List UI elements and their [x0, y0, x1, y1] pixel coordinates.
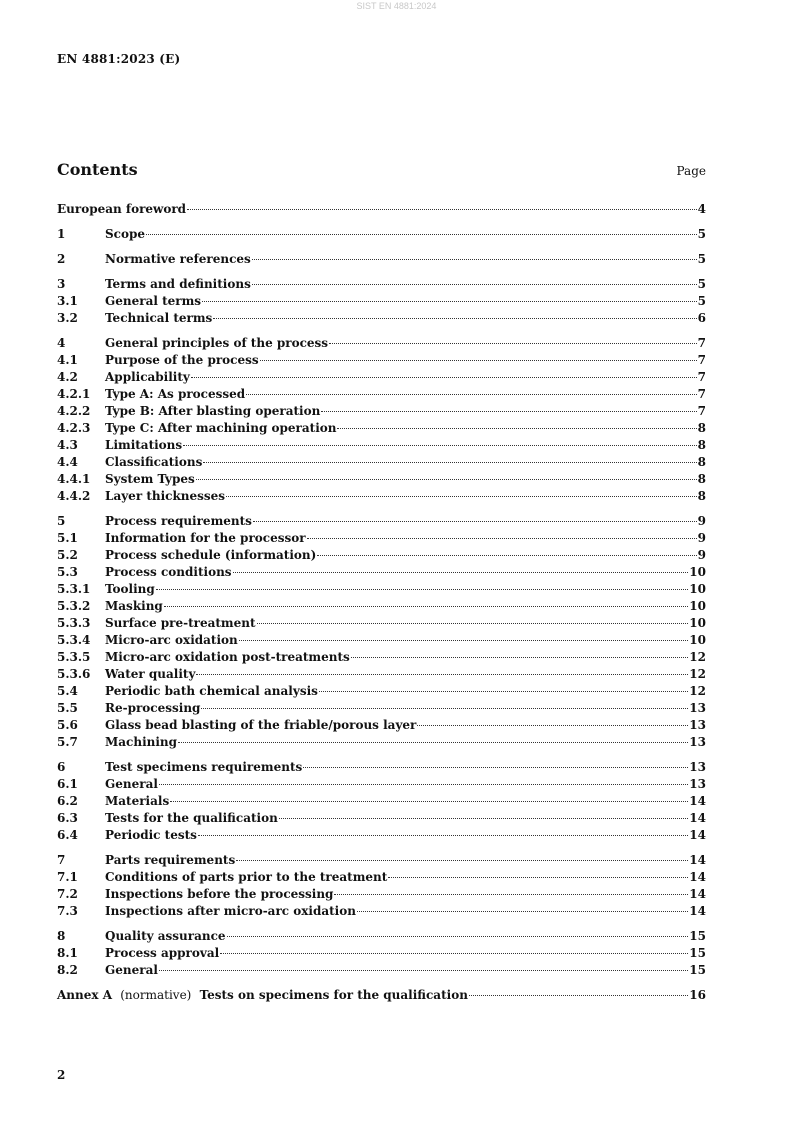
toc-entry[interactable]	[57, 700, 706, 717]
toc-annex-page: 16	[689, 988, 706, 1002]
toc-entry-title: Conditions of parts prior to the treatment	[105, 870, 388, 884]
page-column-label: Page	[676, 164, 706, 178]
toc-entry-page: 8	[697, 489, 706, 503]
toc-entry-number: 8.1	[57, 946, 78, 960]
toc-entry[interactable]	[57, 386, 706, 403]
toc-entry-page: 10	[689, 599, 706, 613]
toc-entry-number: 7	[57, 853, 66, 867]
toc-entry[interactable]	[57, 928, 706, 945]
toc-entry-number: 4.1	[57, 353, 78, 367]
toc-entry[interactable]	[57, 759, 706, 776]
toc-entry[interactable]	[57, 310, 706, 327]
toc-entry-title: Micro-arc oxidation post-treatments	[105, 650, 350, 664]
toc-entry-number: 5.1	[57, 531, 78, 545]
toc-leader-dots	[252, 283, 697, 285]
toc-entry-page: 10	[689, 582, 706, 596]
toc-entry-number: 5.3	[57, 565, 78, 579]
toc-leader-dots	[321, 410, 696, 412]
toc-entry-number: 7.1	[57, 870, 78, 884]
toc-leader-dots	[239, 639, 689, 641]
toc-entry-title: Masking	[105, 599, 163, 613]
toc-leader-dots	[196, 673, 688, 675]
toc-entry[interactable]	[57, 632, 706, 649]
toc-entry-number: 3.1	[57, 294, 78, 308]
toc-entry-page: 10	[689, 565, 706, 579]
toc-entry-title: Quality assurance	[105, 929, 226, 943]
toc-entry-number: 7.2	[57, 887, 78, 901]
toc-leader-dots	[337, 427, 696, 429]
toc-entry-title: Applicability	[105, 370, 190, 384]
toc-leader-dots	[178, 741, 688, 743]
toc-entry-page: 7	[697, 370, 706, 384]
toc-entry-title: Technical terms	[105, 311, 213, 325]
toc-entry-page: 9	[697, 514, 706, 528]
toc-leader-dots	[203, 461, 696, 463]
toc-entry[interactable]	[57, 369, 706, 386]
toc-leader-dots	[220, 952, 688, 954]
toc-entry-page: 8	[697, 472, 706, 486]
toc-entry-page: 5	[697, 277, 706, 291]
table-of-contents	[57, 201, 706, 1004]
toc-leader-dots	[469, 994, 688, 996]
toc-entry-page: 4	[697, 202, 706, 216]
toc-entry-title: Scope	[105, 227, 146, 241]
toc-entry-number: 6.2	[57, 794, 78, 808]
toc-entry-page: 5	[697, 227, 706, 241]
toc-entry-page: 14	[689, 828, 706, 842]
toc-entry-title: Process approval	[105, 946, 220, 960]
toc-entry-page: 14	[689, 853, 706, 867]
toc-leader-dots	[164, 605, 688, 607]
toc-entry-page: 12	[689, 667, 706, 681]
toc-entry-page: 8	[697, 455, 706, 469]
toc-entry-number: 5.7	[57, 735, 78, 749]
toc-entry-number: 3	[57, 277, 66, 291]
toc-entry-number: 4.4.2	[57, 489, 91, 503]
toc-leader-dots	[334, 893, 688, 895]
toc-leader-dots	[257, 622, 689, 624]
toc-entry-number: 4.4.1	[57, 472, 91, 486]
toc-entry-title: Tooling	[105, 582, 155, 596]
toc-entry-page: 14	[689, 870, 706, 884]
toc-entry-page: 14	[689, 904, 706, 918]
toc-entry-number: 6.1	[57, 777, 78, 791]
toc-entry-number: 5.3.1	[57, 582, 91, 596]
toc-entry-number: 4.2.1	[57, 387, 91, 401]
toc-entry-page: 7	[697, 336, 706, 350]
toc-entry-title: Tests for the qualification	[105, 811, 278, 825]
watermark: SIST EN 4881:2024	[356, 1, 437, 11]
toc-entry-title: Inspections after micro-arc oxidation	[105, 904, 356, 918]
document-id: EN 4881:2023 (E)	[57, 52, 181, 66]
toc-entry-number: 5.4	[57, 684, 78, 698]
toc-entry-page: 15	[689, 963, 706, 977]
toc-entry-title: Normative references	[105, 252, 251, 266]
toc-entry-title: Type B: After blasting operation	[105, 404, 321, 418]
toc-entry[interactable]	[57, 293, 706, 310]
toc-entry-title: Periodic bath chemical analysis	[105, 684, 318, 698]
toc-entry-title: General terms	[105, 294, 202, 308]
toc-leader-dots	[252, 258, 697, 260]
toc-entry-page: 13	[689, 718, 706, 732]
toc-entry-page: 13	[689, 701, 706, 715]
toc-entry[interactable]	[57, 403, 706, 420]
toc-entry[interactable]	[57, 276, 706, 293]
toc-entry[interactable]	[57, 683, 706, 700]
toc-entry[interactable]	[57, 437, 706, 454]
toc-annex-title-group	[57, 987, 468, 1004]
toc-entry-title: Type C: After machining operation	[105, 421, 337, 435]
toc-entry[interactable]	[57, 717, 706, 734]
toc-entry-title: Machining	[105, 735, 178, 749]
toc-entry-page: 9	[697, 531, 706, 545]
toc-entry-title: Glass bead blasting of the friable/porous layer	[105, 718, 417, 732]
toc-entry-number: 8.2	[57, 963, 78, 977]
toc-entry-title: Inspections before the processing	[105, 887, 334, 901]
toc-entry[interactable]	[57, 666, 706, 683]
toc-entry-title: Re-processing	[105, 701, 201, 715]
toc-entry-number: 4.3	[57, 438, 78, 452]
toc-entry-number: 5.3.5	[57, 650, 91, 664]
toc-entry-page: 14	[689, 887, 706, 901]
toc-entry-title: Purpose of the process	[105, 353, 259, 367]
toc-entry-page: 15	[689, 929, 706, 943]
toc-entry-title: System Types	[105, 472, 195, 486]
annex-type: (normative)	[120, 988, 192, 1002]
toc-entry-title: Classifications	[105, 455, 203, 469]
toc-entry-page: 13	[689, 735, 706, 749]
toc-entry-title: General	[105, 777, 158, 791]
toc-leader-dots	[307, 537, 697, 539]
toc-leader-dots	[260, 359, 697, 361]
toc-entry[interactable]	[57, 886, 706, 903]
toc-entry-page: 10	[689, 616, 706, 630]
toc-entry[interactable]	[57, 335, 706, 352]
toc-entry-number: 5.3.3	[57, 616, 91, 630]
toc-entry-title: Terms and definitions	[105, 277, 251, 291]
toc-entry-page: 10	[689, 633, 706, 647]
annex-title: Tests on specimens for the qualification	[199, 988, 468, 1002]
toc-leader-dots	[388, 876, 688, 878]
toc-entry-number: 5.3.6	[57, 667, 91, 681]
toc-entry[interactable]	[57, 615, 706, 632]
toc-leader-dots	[317, 554, 696, 556]
toc-entry-number: 5.2	[57, 548, 78, 562]
toc-entry-page: 9	[697, 548, 706, 562]
toc-entry-number: 6.3	[57, 811, 78, 825]
toc-entry[interactable]	[57, 547, 706, 564]
toc-leader-dots	[329, 342, 697, 344]
toc-leader-dots	[236, 859, 688, 861]
toc-entry[interactable]	[57, 962, 706, 979]
toc-leader-dots	[201, 707, 688, 709]
toc-entry-page: 7	[697, 387, 706, 401]
toc-entry-number: 8	[57, 929, 66, 943]
toc-leader-dots	[156, 588, 689, 590]
toc-entry[interactable]	[57, 352, 706, 369]
toc-entry-title: Materials	[105, 794, 170, 808]
toc-leader-dots	[253, 520, 697, 522]
toc-entry-title: Parts requirements	[105, 853, 236, 867]
toc-leader-dots	[357, 910, 688, 912]
toc-entry-page: 5	[697, 294, 706, 308]
toc-entry-number: 7.3	[57, 904, 78, 918]
toc-entry-page: 12	[689, 684, 706, 698]
toc-entry-number: 5.3.4	[57, 633, 91, 647]
toc-entry-page: 7	[697, 353, 706, 367]
toc-entry-number: 6.4	[57, 828, 78, 842]
toc-entry-page: 15	[689, 946, 706, 960]
toc-leader-dots	[146, 233, 697, 235]
toc-entry-number: 4.4	[57, 455, 78, 469]
toc-leader-dots	[198, 834, 688, 836]
toc-entry[interactable]	[57, 513, 706, 530]
toc-entry[interactable]	[57, 251, 706, 268]
toc-entry-page: 8	[697, 438, 706, 452]
toc-leader-dots	[233, 571, 689, 573]
toc-leader-dots	[159, 783, 688, 785]
toc-entry-number: 2	[57, 252, 66, 266]
toc-entry-number: 4.2.2	[57, 404, 91, 418]
footer-page-number: 2	[57, 1068, 66, 1082]
toc-entry[interactable]	[57, 226, 706, 243]
toc-entry[interactable]	[57, 471, 706, 488]
toc-entry-title: Micro-arc oxidation	[105, 633, 238, 647]
toc-entry-title: Process requirements	[105, 514, 252, 528]
toc-entry-number: 1	[57, 227, 66, 241]
toc-leader-dots	[213, 317, 696, 319]
toc-entry[interactable]	[57, 598, 706, 615]
toc-leader-dots	[303, 766, 688, 768]
toc-entry-page: 13	[689, 760, 706, 774]
toc-entry-title: Layer thicknesses	[105, 489, 226, 503]
toc-entry[interactable]	[57, 945, 706, 962]
toc-entry[interactable]	[57, 581, 706, 598]
toc-leader-dots	[191, 376, 697, 378]
toc-entry-number: 3.2	[57, 311, 78, 325]
toc-leader-dots	[170, 800, 688, 802]
toc-leader-dots	[159, 969, 688, 971]
toc-leader-dots	[183, 444, 696, 446]
toc-leader-dots	[417, 724, 688, 726]
toc-entry[interactable]	[57, 734, 706, 751]
toc-entry-number: 5	[57, 514, 66, 528]
toc-entry[interactable]	[57, 776, 706, 793]
toc-entry-number: 5.5	[57, 701, 78, 715]
toc-entry[interactable]	[57, 649, 706, 666]
toc-leader-dots	[226, 495, 697, 497]
toc-entry[interactable]	[57, 564, 706, 581]
toc-entry[interactable]	[57, 827, 706, 844]
toc-entry-page: 14	[689, 811, 706, 825]
toc-entry-title: Periodic tests	[105, 828, 197, 842]
toc-entry-number: 5.3.2	[57, 599, 91, 613]
toc-entry-title: Information for the processor	[105, 531, 306, 545]
toc-entry-page: 14	[689, 794, 706, 808]
toc-entry-title: Test specimens requirements	[105, 760, 303, 774]
toc-entry-title: European foreword	[57, 202, 187, 216]
toc-entry-title: Limitations	[105, 438, 183, 452]
toc-entry[interactable]	[57, 454, 706, 471]
toc-entry-number: 4	[57, 336, 66, 350]
toc-entry-title: Water quality	[105, 667, 196, 681]
toc-entry[interactable]	[57, 903, 706, 920]
toc-entry[interactable]	[57, 488, 706, 505]
toc-entry-number: 6	[57, 760, 66, 774]
toc-entry-title: General principles of the process	[105, 336, 329, 350]
toc-entry-title: General	[105, 963, 158, 977]
toc-entry-page: 6	[697, 311, 706, 325]
contents-heading: Contents	[57, 160, 138, 179]
toc-leader-dots	[246, 393, 696, 395]
toc-entry[interactable]	[57, 869, 706, 886]
toc-entry[interactable]	[57, 852, 706, 869]
toc-entry-page: 7	[697, 404, 706, 418]
toc-entry-page: 5	[697, 252, 706, 266]
toc-leader-dots	[187, 208, 697, 210]
toc-entry-title: Type A: As processed	[105, 387, 246, 401]
toc-entry[interactable]	[57, 530, 706, 547]
toc-entry-number: 5.6	[57, 718, 78, 732]
toc-entry[interactable]	[57, 793, 706, 810]
toc-leader-dots	[279, 817, 688, 819]
toc-entry-page: 12	[689, 650, 706, 664]
toc-leader-dots	[196, 478, 697, 480]
toc-entry-number: 4.2.3	[57, 421, 91, 435]
toc-entry-title: Process schedule (information)	[105, 548, 317, 562]
toc-entry-title: Surface pre-treatment	[105, 616, 256, 630]
toc-entry[interactable]	[57, 810, 706, 827]
toc-leader-dots	[202, 300, 697, 302]
toc-entry[interactable]	[57, 201, 706, 218]
toc-entry-title: Process conditions	[105, 565, 232, 579]
toc-entry-page: 13	[689, 777, 706, 791]
toc-entry-page: 8	[697, 421, 706, 435]
toc-entry[interactable]	[57, 420, 706, 437]
annex-label: Annex A	[57, 988, 113, 1002]
toc-leader-dots	[351, 656, 689, 658]
toc-entry-number: 4.2	[57, 370, 78, 384]
toc-annex-entry[interactable]	[57, 987, 706, 1004]
toc-leader-dots	[227, 935, 689, 937]
toc-leader-dots	[319, 690, 688, 692]
